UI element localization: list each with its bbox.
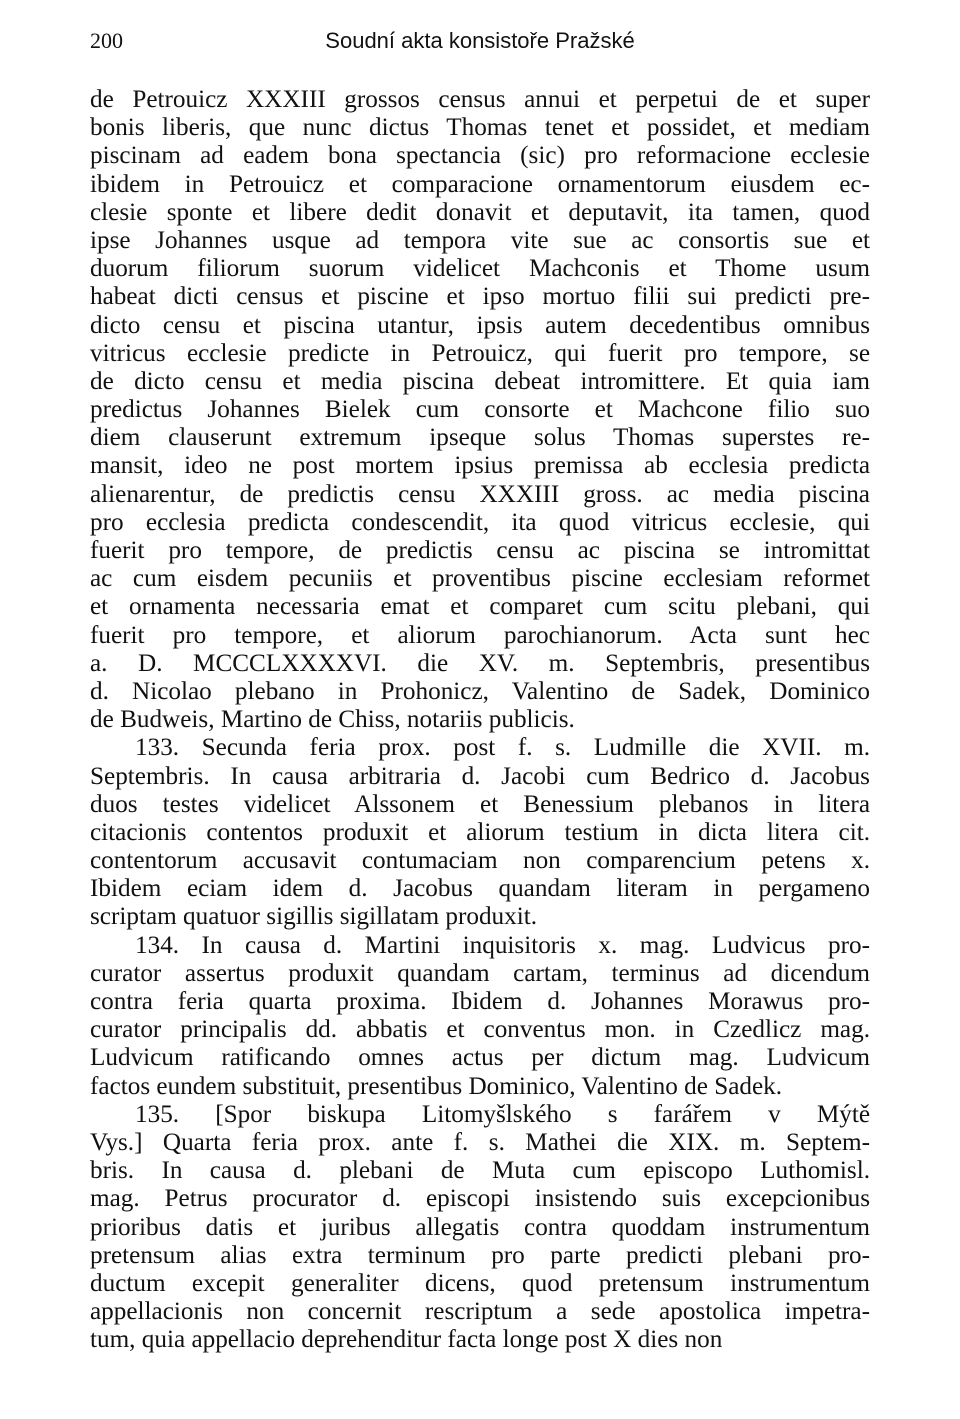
text-line: dicto censu et piscina utantur, ipsis autem decedentibus omnibus bbox=[90, 311, 870, 339]
paragraph bbox=[90, 1101, 870, 1355]
text-line: d. Nicolao plebano in Prohonicz, Valentino de Sadek, Dominico bbox=[90, 677, 870, 705]
text-line: fuerit pro tempore, et aliorum parochianorum. Acta sunt hec bbox=[90, 621, 870, 649]
paragraph bbox=[90, 932, 870, 1101]
text-line: citacionis contentos produxit et aliorum testium in dicta litera cit. bbox=[90, 818, 870, 846]
text-line: curator principalis dd. abbatis et conventus mon. in Czedlicz mag. bbox=[90, 1016, 870, 1044]
text-line: bris. In causa d. plebani de Muta cum episcopo Luthomisl. bbox=[90, 1157, 870, 1185]
paragraph bbox=[90, 734, 870, 931]
text-line: Vys.] Quarta feria prox. ante f. s. Mathei die XIX. m. Septem- bbox=[90, 1128, 870, 1156]
text-line: ac cum eisdem pecuniis et proventibus piscine ecclesiam reformet bbox=[90, 565, 870, 593]
text-line: predictus Johannes Bielek cum consorte et Machcone filio suo bbox=[90, 396, 870, 424]
text-line: Ludvicum ratificando omnes actus per dictum mag. Ludvicum bbox=[90, 1044, 870, 1072]
text-line: contentorum accusavit contumaciam non comparencium petens x. bbox=[90, 847, 870, 875]
text-line: factos eundem substituit, presentibus Dominico, Valentino de Sadek. bbox=[90, 1072, 783, 1100]
text-line: scriptam quatuor sigillis sigillatam produxit. bbox=[90, 903, 538, 931]
text-line: habeat dicti census et piscine et ipso mortuo filii sui predicti pre- bbox=[90, 283, 870, 311]
body-text bbox=[90, 86, 870, 1354]
text-line: 134. In causa d. Martini inquisitoris x. mag. Ludvicus pro- bbox=[135, 931, 870, 959]
text-line: duorum filiorum suorum videlicet Machconis et Thome usum bbox=[90, 255, 870, 283]
text-line: pro ecclesia predicta condescendit, ita quod vitricus ecclesie, qui bbox=[90, 508, 870, 536]
text-line: alienarentur, de predictis censu XXXIII gross. ac media piscina bbox=[90, 480, 870, 508]
page-header bbox=[90, 28, 870, 58]
text-line: appellacionis non concernit rescriptum a sede apostolica impetra- bbox=[90, 1298, 870, 1326]
text-line: 135. [Spor biskupa Litomyšlského s farářem v Mýtě bbox=[135, 1100, 870, 1128]
text-line: pretensum alias extra terminum pro parte predicti plebani pro- bbox=[90, 1241, 870, 1269]
text-line: duos testes videlicet Alssonem et Benessium plebanos in litera bbox=[90, 790, 870, 818]
text-line: ductum excepit generaliter dicens, quod pretensum instrumentum bbox=[90, 1269, 870, 1297]
text-line: prioribus datis et juribus allegatis contra quoddam instrumentum bbox=[90, 1213, 870, 1241]
text-line: mag. Petrus procurator d. episcopi insistendo suis excepcionibus bbox=[90, 1185, 870, 1213]
text-line: a. D. MCCCLXXXXVI. die XV. m. Septembris, presentibus bbox=[90, 649, 870, 677]
text-line: diem clauserunt extremum ipseque solus Thomas superstes re- bbox=[90, 424, 870, 452]
text-line: et ornamenta necessaria emat et comparet cum scitu plebani, qui bbox=[90, 593, 870, 621]
text-line: de Petrouicz XXXIII grossos census annui et perpetui de et super bbox=[90, 86, 870, 113]
text-line: piscinam ad eadem bona spectancia (sic) pro reformacione ecclesie bbox=[90, 142, 870, 170]
text-line: mansit, ideo ne post mortem ipsius premissa ab ecclesia predicta bbox=[90, 452, 870, 480]
text-line: curator assertus produxit quandam cartam, terminus ad dicendum bbox=[90, 959, 870, 987]
text-line: bonis liberis, que nunc dictus Thomas tenet et possidet, et mediam bbox=[90, 114, 870, 142]
text-line: clesie sponte et libere dedit donavit et deputavit, ita tamen, quod bbox=[90, 198, 870, 226]
text-line: vitricus ecclesie predicte in Petrouicz, qui fuerit pro tempore, se bbox=[90, 339, 870, 367]
text-line: ipse Johannes usque ad tempora vite sue ac consortis sue et bbox=[90, 226, 870, 254]
text-line: Ibidem eciam idem d. Jacobus quandam literam in pergameno bbox=[90, 875, 870, 903]
text-line: tum, quia appellacio deprehenditur facta longe post X dies non bbox=[90, 1326, 723, 1354]
text-line: contra feria quarta proxima. Ibidem d. Johannes Morawus pro- bbox=[90, 988, 870, 1015]
text-line: ibidem in Petrouicz et comparacione ornamentorum eiusdem ec- bbox=[90, 170, 870, 198]
paragraph bbox=[90, 86, 870, 734]
page-number: 200 bbox=[90, 28, 123, 53]
text-line: Septembris. In causa arbitraria d. Jacobi cum Bedrico d. Jacobus bbox=[90, 762, 870, 790]
running-title: Soudní akta konsistoře Pražské bbox=[325, 28, 635, 53]
text-line: de dicto censu et media piscina debeat intromittere. Et quia iam bbox=[90, 367, 870, 395]
text-line: 133. Secunda feria prox. post f. s. Ludmille die XVII. m. bbox=[135, 734, 870, 762]
text-line: fuerit pro tempore, de predictis censu ac piscina se intromittat bbox=[90, 537, 870, 564]
text-line: de Budweis, Martino de Chiss, notariis publicis. bbox=[90, 706, 575, 734]
